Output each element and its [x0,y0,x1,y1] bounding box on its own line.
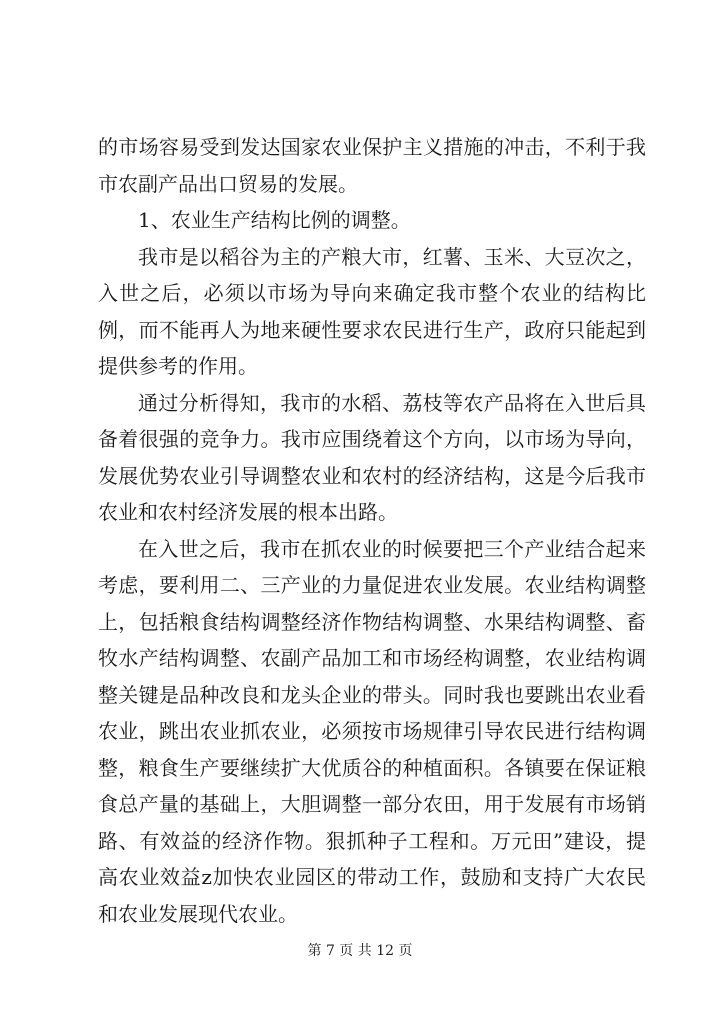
paragraph: 的市场容易受到发达国家农业保护主义措施的冲击，不利于我市农副产品出口贸易的发展。 [98,135,646,196]
page-number-footer: 第 7 页 共 12 页 [307,943,413,959]
section-heading: 1、农业生产结构比例的调整。 [138,208,411,232]
document-body [98,129,646,932]
paragraph: 我市是以稻谷为主的产粮大市，红薯、玉米、大豆次之，入世之后，必须以市场为导向来确定我市整个农业的结构比例，而不能再人为地来硬性要求农民进行生产，政府只能起到提供参考的作用。 [98,244,646,378]
paragraph: 通过分析得知，我市的水稻、荔枝等农产品将在入世后具备着很强的竞争力。我市应围绕着这个方向，以市场为导向，发展优势农业引导调整农业和农村的经济结构，这是今后我市农业和农村经济发展的根本出路。 [98,390,646,524]
paragraph: 在入世之后，我市在抓农业的时候要把三个产业结合起来考虑，要利用二、三产业的力量促进农业发展。农业结构调整上，包括粮食结构调整经济作物结构调整、水果结构调整、畜牧水产结构调整、农副产品加工和市场经构调整，农业结构调整关键是品种改良和龙头企业的带头。同时我也要跳出农业看农业，跳出农业抓农业，必须按市场规律引导农民进行结构调整，粮食生产要继续扩大优质谷的种植面积。各镇要在保证粮食总产量的基础上，大胆调整一部分农田，用于发展有市场销路、有效益的经济作物。狠抓种子工程和。万元田”建设，提高农业效益z加快农业园区的带动工作，鼓励和支持广大农民和农业发展现代农业。 [98,536,646,926]
